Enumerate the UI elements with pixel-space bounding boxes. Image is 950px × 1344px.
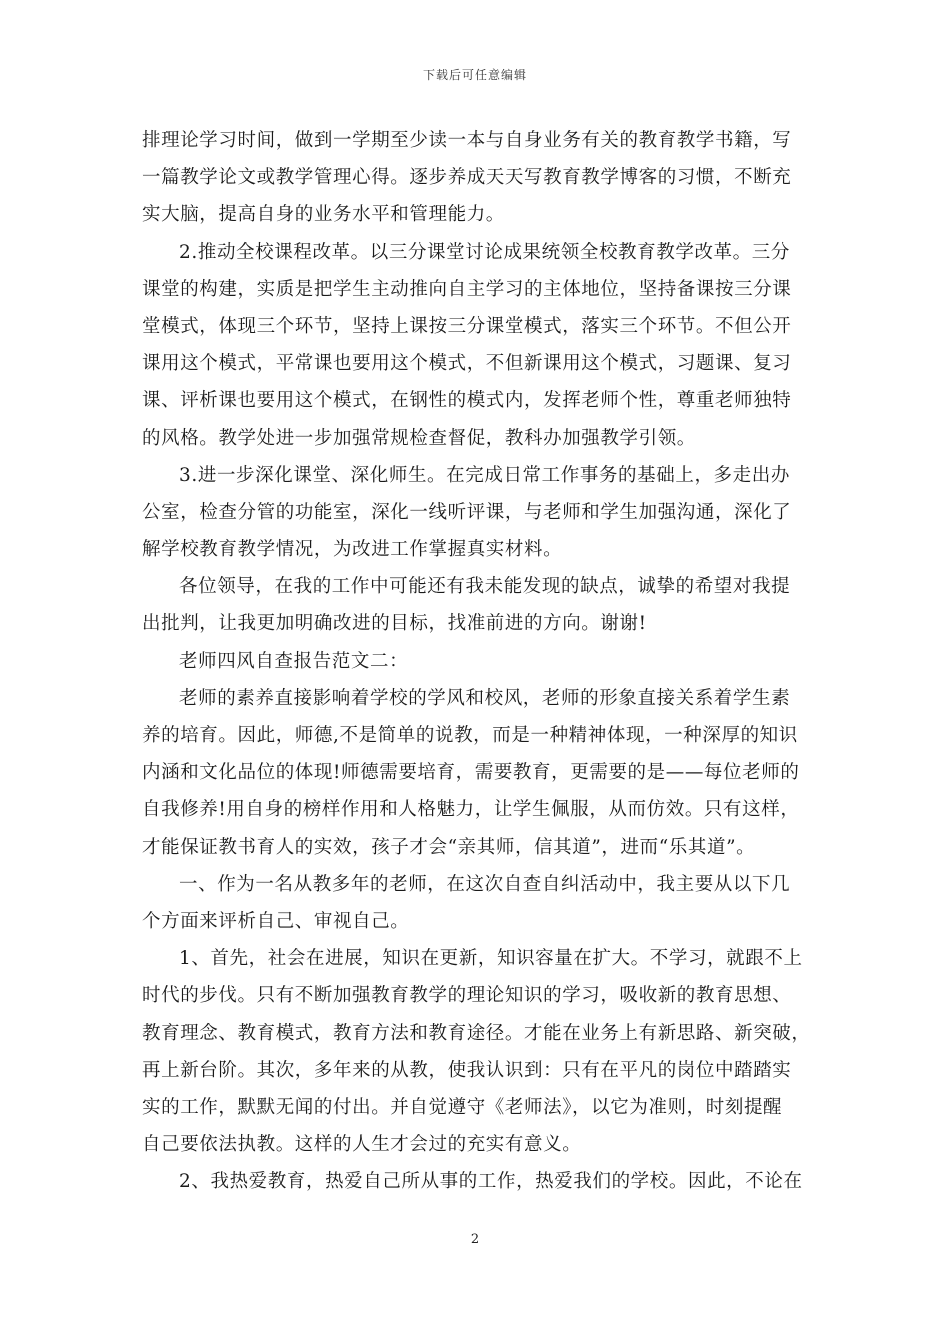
body-line: 课堂的构建，实质是把学生主动推向自主学习的主体地位，坚持备课按三分课	[142, 278, 792, 300]
body-line: 内涵和文化品位的体现!师德需要培育，需要教育，更需要的是——每位老师的	[142, 762, 800, 784]
body-line: 时代的步伐。只有不断加强教育教学的理论知识的学习，吸收新的教育思想、	[142, 985, 792, 1007]
body-line: 再上新台阶。其次，多年来的从教，使我认识到：只有在平凡的岗位中踏踏实	[142, 1059, 792, 1081]
document-body	[142, 122, 811, 1200]
body-line: 老师的素养直接影响着学校的学风和校风，老师的形象直接关系着学生素	[179, 687, 791, 709]
body-line: 一篇教学论文或教学管理心得。逐步养成天天写教育教学博客的习惯，不断充	[142, 167, 792, 189]
page-header: 下载后可任意编辑	[422, 68, 527, 82]
body-line: 2.推动全校课程改革。以三分课堂讨论成果统领全校教育教学改革。三分	[179, 241, 790, 263]
section-heading: 老师四风自查报告范文二：	[179, 650, 409, 672]
body-line: 课、评析课也要用这个模式，在钢性的模式内，发挥老师个性，尊重老师独特	[142, 390, 792, 412]
body-line: 实的工作，默默无闻的付出。并自觉遵守《老师法》，以它为准则，时刻提醒	[142, 1096, 783, 1118]
body-line: 自我修养!用自身的榜样作用和人格魅力，让学生佩服，从而仿效。只有这样，	[142, 799, 800, 821]
body-line: 各位领导，在我的工作中可能还有我未能发现的缺点，诚挚的希望对我提	[179, 576, 791, 598]
body-line: 解学校教育教学情况，为改进工作掌握真实材料。	[142, 539, 563, 561]
body-line: 一、作为一名从教多年的老师，在这次自查自纠活动中，我主要从以下几	[179, 873, 791, 895]
body-line: 的风格。教学处进一步加强常规检查督促，教科办加强教学引领。	[142, 427, 696, 449]
body-line: 2、我热爱教育，热爱自己所从事的工作，热爱我们的学校。因此，不论在	[179, 1171, 803, 1193]
body-line: 教育理念、教育模式，教育方法和教育途径。才能在业务上有新思路、新突破，	[142, 1022, 811, 1044]
body-line: 排理论学习时间，做到一学期至少读一本与自身业务有关的教育教学书籍，写	[142, 130, 792, 151]
body-line: 自己要依法执教。这样的人生才会过的充实有意义。	[142, 1134, 582, 1156]
body-line: 出批判，让我更加明确改进的目标，找准前进的方向。谢谢!	[142, 613, 647, 635]
body-line: 3.进一步深化课堂、深化师生。在完成日常工作事务的基础上，多走出办	[179, 464, 790, 486]
body-line: 1、首先，社会在进展，知识在更新，知识容量在扩大。不学习，就跟不上	[179, 948, 803, 970]
body-line: 堂模式，体现三个环节，坚持上课按三分课堂模式，落实三个环节。不但公开	[142, 315, 792, 337]
page-number: 2	[470, 1232, 480, 1247]
body-line: 公室，检查分管的功能室，深化一线听评课，与老师和学生加强沟通，深化了	[142, 501, 792, 523]
body-line: 养的培育。因此，师德,不是简单的说教，而是一种精神体现，一种深厚的知识	[142, 725, 798, 746]
body-line: 个方面来评析自己、审视自己。	[142, 910, 410, 932]
body-line: 才能保证教书育人的实效，孩子才会“亲其师，信其道”，进而“乐其道”。	[142, 836, 756, 858]
body-line: 课用这个模式，平常课也要用这个模式，不但新课用这个模式，习题课、复习	[142, 353, 792, 375]
body-line: 实大脑，提高自身的业务水平和管理能力。	[142, 204, 505, 226]
